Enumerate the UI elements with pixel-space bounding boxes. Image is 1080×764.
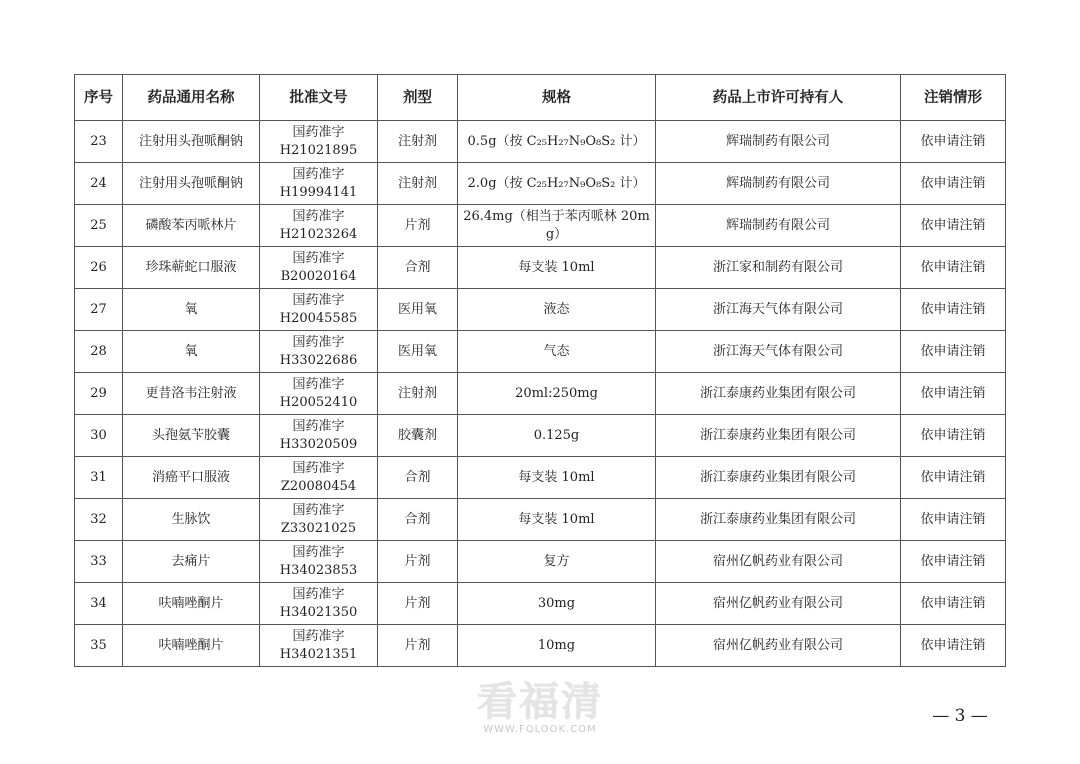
cell-drug-name: 更昔洛韦注射液: [123, 373, 260, 415]
cell-approval-number-line: 国药准字: [292, 250, 345, 266]
cell-serial: 31: [75, 457, 123, 499]
table-body: [75, 121, 1006, 667]
cell-serial: 24: [75, 163, 123, 205]
header-holder: 药品上市许可持有人: [656, 75, 901, 121]
table-row: [75, 247, 1006, 289]
cell-specification: [458, 415, 656, 457]
cell-status: 依申请注销: [901, 541, 1006, 583]
cell-approval-number-line: 国药准字: [292, 166, 345, 182]
cell-specification-line: 复方: [543, 553, 570, 569]
cell-approval-number-line: Z20080454: [280, 478, 357, 494]
table-row: [75, 415, 1006, 457]
table-row: [75, 289, 1006, 331]
cell-drug-name: 磷酸苯丙哌林片: [123, 205, 260, 247]
cell-dosage-form: 注射剂: [378, 121, 458, 163]
cell-holder: 辉瑞制药有限公司: [656, 163, 901, 205]
cell-specification-line: g）: [545, 226, 568, 242]
cell-holder: 宿州亿帆药业有限公司: [656, 625, 901, 667]
table-row: [75, 205, 1006, 247]
cell-dosage-form: 片剂: [378, 205, 458, 247]
cell-approval-number-line: 国药准字: [292, 418, 345, 434]
cell-specification-line: 每支装 10ml: [518, 511, 595, 527]
cell-serial: 23: [75, 121, 123, 163]
cell-specification-line: 每支装 10ml: [518, 259, 595, 275]
cell-specification: [458, 121, 656, 163]
cell-specification: [458, 541, 656, 583]
cell-approval-number: [260, 415, 378, 457]
cell-drug-name: 注射用头孢哌酮钠: [123, 121, 260, 163]
cell-specification-line: 0.125g: [533, 427, 580, 443]
cell-dosage-form: 合剂: [378, 499, 458, 541]
cell-specification: [458, 205, 656, 247]
table-row: [75, 499, 1006, 541]
cell-dosage-form: 合剂: [378, 247, 458, 289]
cell-specification: [458, 625, 656, 667]
table-row: [75, 121, 1006, 163]
cell-status: 依申请注销: [901, 373, 1006, 415]
cell-status: 依申请注销: [901, 499, 1006, 541]
cell-specification: [458, 247, 656, 289]
cell-approval-number: [260, 541, 378, 583]
cell-approval-number-line: 国药准字: [292, 208, 345, 224]
cell-dosage-form: 注射剂: [378, 373, 458, 415]
cell-approval-number-line: H20045585: [279, 310, 358, 326]
cell-specification-line: 0.5g（按 C₂₅H₂₇N₉O₈S₂ 计）: [467, 133, 646, 149]
cell-dosage-form: 片剂: [378, 541, 458, 583]
cell-specification: [458, 373, 656, 415]
cell-status: 依申请注销: [901, 457, 1006, 499]
cell-holder: 浙江家和制药有限公司: [656, 247, 901, 289]
cell-holder: 宿州亿帆药业有限公司: [656, 541, 901, 583]
cell-drug-name: 消癌平口服液: [123, 457, 260, 499]
cell-status: 依申请注销: [901, 121, 1006, 163]
cell-specification-line: 26.4mg（相当于苯丙哌林 20m: [463, 208, 650, 224]
table-row: [75, 625, 1006, 667]
cell-serial: 33: [75, 541, 123, 583]
cell-serial: 29: [75, 373, 123, 415]
cell-approval-number: [260, 205, 378, 247]
table-row: [75, 163, 1006, 205]
cell-approval-number-line: H34021350: [279, 604, 358, 620]
cell-approval-number-line: H33022686: [279, 352, 358, 368]
table-row: [75, 541, 1006, 583]
table-row: [75, 457, 1006, 499]
cell-status: 依申请注销: [901, 289, 1006, 331]
cell-dosage-form: 胶囊剂: [378, 415, 458, 457]
cell-dosage-form: 合剂: [378, 457, 458, 499]
header-serial: 序号: [75, 75, 123, 121]
cell-approval-number: [260, 499, 378, 541]
header-status: 注销情形: [901, 75, 1006, 121]
cell-approval-number-line: H34021351: [279, 646, 358, 662]
cell-approval-number-line: 国药准字: [292, 502, 345, 518]
cell-status: 依申请注销: [901, 331, 1006, 373]
cell-holder: 宿州亿帆药业有限公司: [656, 583, 901, 625]
header-drug-name: 药品通用名称: [123, 75, 260, 121]
cell-approval-number: [260, 625, 378, 667]
cell-specification: [458, 499, 656, 541]
cell-dosage-form: 医用氧: [378, 289, 458, 331]
cell-approval-number: [260, 289, 378, 331]
cell-status: 依申请注销: [901, 415, 1006, 457]
cell-approval-number-line: H20052410: [279, 394, 358, 410]
cell-specification: [458, 331, 656, 373]
table-row: [75, 583, 1006, 625]
cell-drug-name: 氧: [123, 331, 260, 373]
drug-cancellation-table: [74, 74, 1006, 667]
table-row: [75, 373, 1006, 415]
cell-drug-name: 呋喃唑酮片: [123, 583, 260, 625]
cell-serial: 28: [75, 331, 123, 373]
cell-holder: 辉瑞制药有限公司: [656, 121, 901, 163]
cell-dosage-form: 片剂: [378, 625, 458, 667]
cell-specification: [458, 163, 656, 205]
cell-serial: 25: [75, 205, 123, 247]
cell-specification-line: 气态: [543, 343, 570, 359]
cell-specification-line: 30mg: [537, 595, 576, 611]
cell-approval-number: [260, 121, 378, 163]
cell-approval-number-line: H33020509: [279, 436, 358, 452]
cell-approval-number-line: 国药准字: [292, 292, 345, 308]
table-row: [75, 331, 1006, 373]
cell-specification-line: 2.0g（按 C₂₅H₂₇N₉O₈S₂ 计）: [467, 175, 646, 191]
cell-drug-name: 注射用头孢哌酮钠: [123, 163, 260, 205]
watermark-url: WWW.FQLOOK.COM: [483, 724, 597, 735]
cell-approval-number-line: 国药准字: [292, 460, 345, 476]
header-dosage-form: 剂型: [378, 75, 458, 121]
cell-approval-number: [260, 163, 378, 205]
page-number: — 3 —: [932, 706, 988, 726]
cell-approval-number-line: 国药准字: [292, 376, 345, 392]
cell-holder: 浙江海天气体有限公司: [656, 331, 901, 373]
cell-approval-number: [260, 457, 378, 499]
cell-approval-number: [260, 373, 378, 415]
header-approval-number: 批准文号: [260, 75, 378, 121]
cell-holder: 浙江泰康药业集团有限公司: [656, 499, 901, 541]
header-specification: 规格: [458, 75, 656, 121]
cell-holder: 浙江泰康药业集团有限公司: [656, 415, 901, 457]
cell-drug-name: 头孢氨苄胶囊: [123, 415, 260, 457]
cell-approval-number-line: 国药准字: [292, 628, 345, 644]
cell-approval-number: [260, 331, 378, 373]
cell-serial: 27: [75, 289, 123, 331]
cell-drug-name: 生脉饮: [123, 499, 260, 541]
cell-specification-line: 每支装 10ml: [518, 469, 595, 485]
cell-dosage-form: 片剂: [378, 583, 458, 625]
watermark-title: 看福清: [477, 679, 603, 725]
cell-approval-number-line: 国药准字: [292, 334, 345, 350]
cell-holder: 浙江泰康药业集团有限公司: [656, 457, 901, 499]
cell-holder: 浙江海天气体有限公司: [656, 289, 901, 331]
table-header-row: [75, 75, 1006, 121]
cell-approval-number-line: B20020164: [280, 268, 357, 284]
cell-approval-number-line: H34023853: [279, 562, 358, 578]
cell-approval-number-line: Z33021025: [280, 520, 357, 536]
cell-drug-name: 呋喃唑酮片: [123, 625, 260, 667]
cell-drug-name: 珍珠蕲蛇口服液: [123, 247, 260, 289]
cell-drug-name: 去痛片: [123, 541, 260, 583]
cell-approval-number-line: H21023264: [279, 226, 358, 242]
cell-status: 依申请注销: [901, 625, 1006, 667]
cell-dosage-form: 医用氧: [378, 331, 458, 373]
cell-serial: 30: [75, 415, 123, 457]
cell-approval-number-line: 国药准字: [292, 544, 345, 560]
cell-approval-number-line: 国药准字: [292, 124, 345, 140]
cell-serial: 34: [75, 583, 123, 625]
cell-dosage-form: 注射剂: [378, 163, 458, 205]
cell-approval-number-line: 国药准字: [292, 586, 345, 602]
cell-status: 依申请注销: [901, 205, 1006, 247]
cell-specification: [458, 457, 656, 499]
cell-approval-number: [260, 583, 378, 625]
cell-specification-line: 液态: [543, 301, 570, 317]
cell-serial: 26: [75, 247, 123, 289]
cell-holder: 辉瑞制药有限公司: [656, 205, 901, 247]
cell-approval-number: [260, 247, 378, 289]
cell-drug-name: 氧: [123, 289, 260, 331]
cell-specification: [458, 289, 656, 331]
cell-status: 依申请注销: [901, 247, 1006, 289]
cell-specification: [458, 583, 656, 625]
cell-approval-number-line: H19994141: [279, 184, 358, 200]
cell-serial: 32: [75, 499, 123, 541]
cell-serial: 35: [75, 625, 123, 667]
cell-approval-number-line: H21021895: [279, 142, 358, 158]
watermark: [470, 680, 610, 736]
cell-specification-line: 20ml:250mg: [515, 385, 598, 401]
cell-status: 依申请注销: [901, 583, 1006, 625]
cell-specification-line: 10mg: [537, 637, 576, 653]
cell-status: 依申请注销: [901, 163, 1006, 205]
cell-holder: 浙江泰康药业集团有限公司: [656, 373, 901, 415]
